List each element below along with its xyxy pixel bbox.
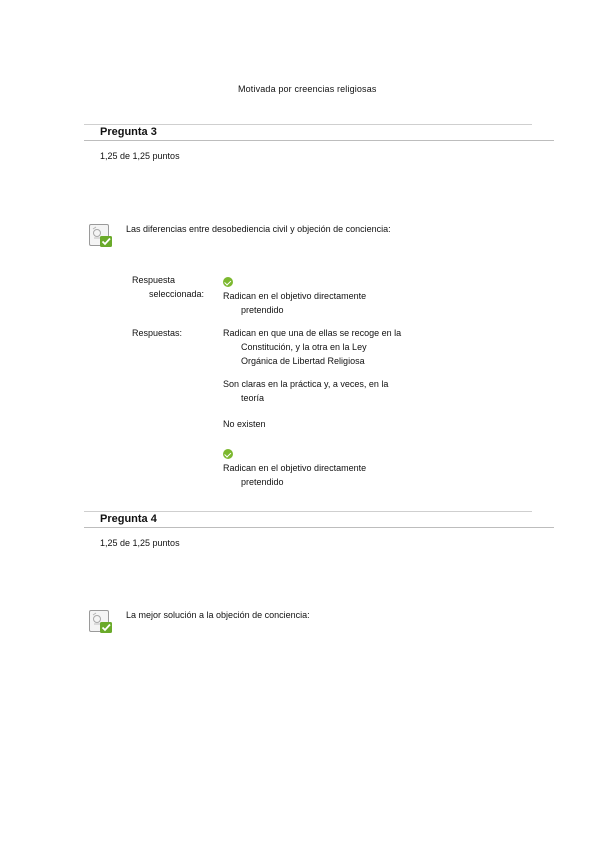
selected-answer-label-line: Respuesta — [132, 275, 176, 285]
question-title: Pregunta 4 — [100, 513, 157, 525]
question-divider-bottom — [84, 140, 554, 141]
answers-label: Respuestas: — [132, 328, 183, 338]
question-divider-top — [84, 511, 532, 512]
question-divider-bottom — [84, 527, 554, 528]
previous-answer-text: Motivada por creencias religiosas — [238, 84, 377, 94]
answer-option — [223, 377, 388, 405]
question-divider-top — [84, 124, 532, 125]
selected-answer-label — [132, 273, 204, 301]
answer-line: Constitución, y la otra en la Ley — [241, 342, 367, 352]
answer-line: Radican en el objetivo directamente — [223, 291, 367, 301]
graded-question-icon — [89, 610, 113, 634]
correct-check-icon — [223, 277, 233, 287]
answer-line: Radican en que una de ellas se recoge en la — [223, 328, 402, 338]
answer-line: pretendido — [241, 305, 284, 315]
question-prompt: Las diferencias entre desobediencia civil y objeción de conciencia: — [126, 224, 391, 234]
answer-line: Radican en el objetivo directamente — [223, 463, 367, 473]
answer-line: No existen — [223, 419, 266, 429]
question-prompt: La mejor solución a la objeción de conciencia: — [126, 610, 310, 620]
answer-option — [223, 417, 266, 431]
question-title: Pregunta 3 — [100, 126, 157, 138]
answer-line: teoría — [241, 393, 265, 403]
question-points: 1,25 de 1,25 puntos — [100, 538, 180, 548]
answer-option — [223, 326, 420, 368]
selected-answer-label-line: seleccionada: — [149, 289, 205, 299]
answer-line: Orgánica de Libertad Religiosa — [241, 356, 365, 366]
answer-line: Son claras en la práctica y, a veces, en la — [223, 379, 389, 389]
graded-question-icon — [89, 224, 113, 248]
answer-line: pretendido — [241, 477, 284, 487]
selected-answer-text — [223, 289, 366, 317]
correct-check-icon — [223, 449, 233, 459]
answer-option-correct — [223, 461, 366, 489]
question-points: 1,25 de 1,25 puntos — [100, 151, 180, 161]
